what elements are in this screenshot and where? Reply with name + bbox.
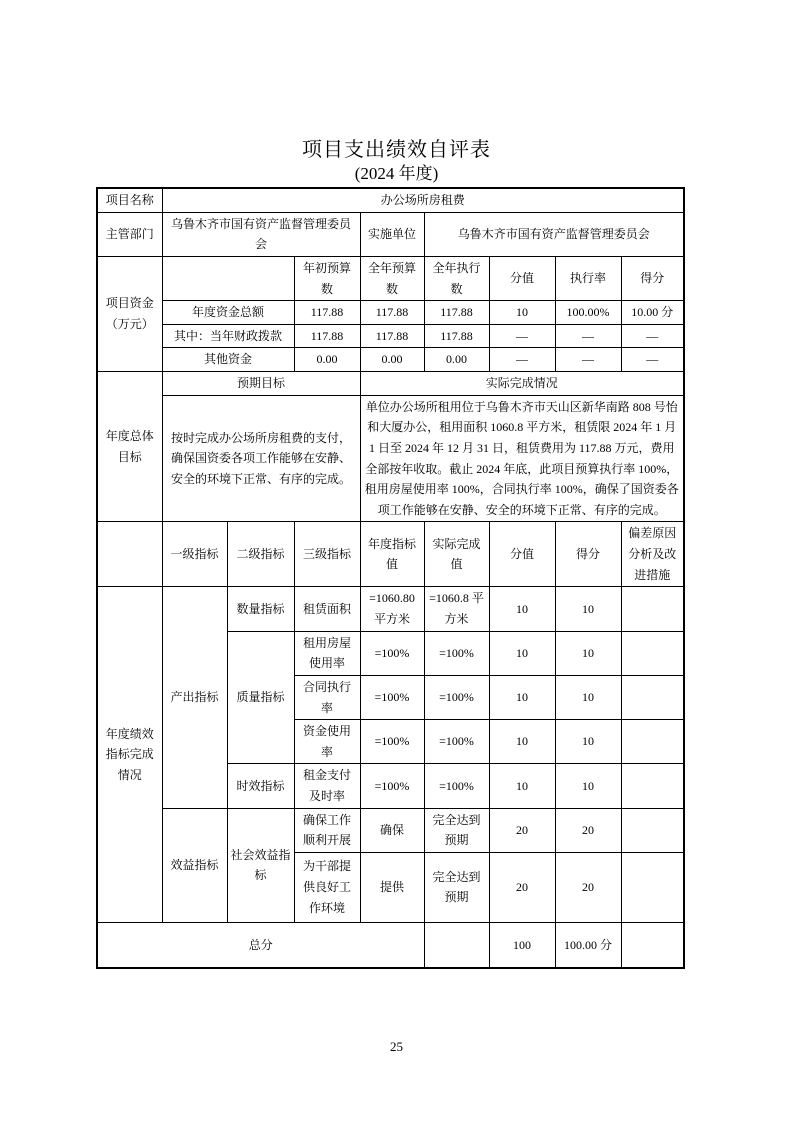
indicator-got: 10 (555, 675, 621, 719)
page-number: 25 (390, 1039, 403, 1054)
indicator-deviation (621, 852, 684, 922)
total-score: 100 (489, 922, 555, 968)
funding-cell: 117.88 (424, 301, 489, 325)
indicator-target: =100% (360, 675, 424, 719)
indicator-actual: =100% (424, 631, 489, 675)
indicator-deviation (621, 675, 684, 719)
indicator-got: 10 (555, 720, 621, 764)
indicator-score: 10 (489, 587, 555, 631)
indicator-deviation (621, 764, 684, 808)
document-subtitle: (2024 年度) (354, 164, 439, 183)
indicator-header-level1: 一级指标 (162, 522, 227, 587)
indicator-header-level2: 二级指标 (227, 522, 294, 587)
goal-expected-text: 按时完成办公场所房租费的支付，确保国资委各项工作能够在安静、安全的环境下正常、有序的完成。 (162, 395, 360, 522)
indicator-l3: 为干部提供良好工作环境 (294, 852, 360, 922)
funding-cell: 100.00% (555, 301, 621, 325)
indicator-score: 10 (489, 720, 555, 764)
funding-header-year-budget: 全年预算数 (360, 256, 424, 300)
indicator-target: =1060.80 平方米 (360, 587, 424, 631)
row-indicator (97, 808, 684, 852)
indicator-score: 20 (489, 852, 555, 922)
total-deviation-empty-cell (621, 922, 684, 968)
indicators-section-label: 年度绩效指标完成情况 (97, 587, 162, 923)
funding-header-execution-rate: 执行率 (555, 256, 621, 300)
indicator-got: 10 (555, 587, 621, 631)
indicator-score: 10 (489, 764, 555, 808)
row-departments (97, 212, 684, 256)
funding-cell: 0.00 (294, 348, 360, 372)
indicator-actual: =100% (424, 675, 489, 719)
indicator-got: 10 (555, 764, 621, 808)
row-funding-total (97, 301, 684, 325)
row-total (97, 922, 684, 968)
row-goal-header (97, 372, 684, 396)
row-indicator (97, 587, 684, 631)
indicator-l2-quality: 质量指标 (227, 631, 294, 764)
indicator-target: 提供 (360, 852, 424, 922)
indicator-target: =100% (360, 631, 424, 675)
indicator-header-got: 得分 (555, 522, 621, 587)
indicator-got: 10 (555, 631, 621, 675)
indicator-deviation (621, 808, 684, 852)
indicator-l3: 确保工作顺利开展 (294, 808, 360, 852)
indicator-l3: 租赁面积 (294, 587, 360, 631)
document-title: 项目支出绩效自评表 (302, 139, 491, 161)
indicator-actual: 完全达到预期 (424, 852, 489, 922)
impl-value: 乌鲁木齐市国有资产监督管理委员会 (424, 212, 684, 256)
indicator-deviation (621, 720, 684, 764)
indicator-l1-output: 产出指标 (162, 587, 227, 808)
indicator-score: 20 (489, 808, 555, 852)
indicator-actual: =100% (424, 720, 489, 764)
funding-row-label: 年度资金总额 (162, 301, 294, 325)
funding-cell: — (555, 348, 621, 372)
project-name-value: 办公场所房租费 (162, 188, 684, 212)
indicator-l2-timeliness: 时效指标 (227, 764, 294, 808)
funding-header-score-value: 分值 (489, 256, 555, 300)
indicator-score: 10 (489, 631, 555, 675)
indicator-actual: =1060.8 平方米 (424, 587, 489, 631)
impl-label: 实施单位 (360, 212, 424, 256)
funding-cell: 0.00 (424, 348, 489, 372)
funding-cell: — (621, 348, 684, 372)
indicator-header-level3: 三级指标 (294, 522, 360, 587)
funding-cell: — (489, 324, 555, 348)
indicator-deviation (621, 587, 684, 631)
indicator-l3: 资金使用率 (294, 720, 360, 764)
indicator-actual: 完全达到预期 (424, 808, 489, 852)
indicator-target: =100% (360, 764, 424, 808)
indicator-l2-quantity: 数量指标 (227, 587, 294, 631)
self-evaluation-table (96, 187, 685, 969)
project-name-label: 项目名称 (97, 188, 162, 212)
indicator-l2-social-benefit: 社会效益指标 (227, 808, 294, 922)
funding-cell: — (555, 324, 621, 348)
indicator-header-score: 分值 (489, 522, 555, 587)
goal-expected-header: 预期目标 (162, 372, 360, 396)
funding-cell: — (621, 324, 684, 348)
indicator-target: 确保 (360, 808, 424, 852)
funding-header-year-executed: 全年执行数 (424, 256, 489, 300)
indicator-score: 10 (489, 675, 555, 719)
funding-cell: 0.00 (360, 348, 424, 372)
indicator-l3: 租用房屋使用率 (294, 631, 360, 675)
goal-actual-header: 实际完成情况 (360, 372, 684, 396)
indicator-header-target: 年度指标值 (360, 522, 424, 587)
annual-goal-label: 年度总体目标 (97, 372, 162, 522)
funding-cell: 117.88 (294, 324, 360, 348)
dept-value: 乌鲁木齐市国有资产监督管理委员会 (162, 212, 360, 256)
indicator-header-deviation: 偏差原因分析及改进措施 (621, 522, 684, 587)
funding-row-label: 其中：当年财政拨款 (162, 324, 294, 348)
funding-header-initial-budget: 年初预算数 (294, 256, 360, 300)
funding-row-label: 其他资金 (162, 348, 294, 372)
total-result: 100.00 分 (555, 922, 621, 968)
funding-cell: 117.88 (360, 301, 424, 325)
indicator-l3: 租金支付及时率 (294, 764, 360, 808)
indicator-got: 20 (555, 852, 621, 922)
funding-cell: 10.00 分 (621, 301, 684, 325)
indicator-target: =100% (360, 720, 424, 764)
indicator-l3: 合同执行率 (294, 675, 360, 719)
row-funding-fiscal (97, 324, 684, 348)
indicator-l1-benefit: 效益指标 (162, 808, 227, 922)
funding-cell: — (489, 348, 555, 372)
row-indicator-header (97, 522, 684, 587)
indicators-header-empty-cell (97, 522, 162, 587)
indicator-got: 20 (555, 808, 621, 852)
funding-cell: 117.88 (294, 301, 360, 325)
row-goal-body (97, 395, 684, 522)
indicator-actual: =100% (424, 764, 489, 808)
funding-cell: 10 (489, 301, 555, 325)
indicator-deviation (621, 631, 684, 675)
goal-actual-text: 单位办公场所租用位于乌鲁木齐市天山区新华南路 808 号怡和大厦办公，租用面积 1060.8 平方米，租赁限 2024 年 1 月 1 日至 2024 年 12 月 31 日，租赁费用为 117.88 万元，费用全部按年收取。截止 2024 年底，此项目预算执行率 100%，租用房屋使用率 100%，合同执行率 100%，确保了国资委各项工作能够在安静、安全的环境下正常、有序的完成。 (360, 395, 684, 522)
funding-cell: 117.88 (424, 324, 489, 348)
row-funding-header (97, 256, 684, 300)
total-empty-cell (424, 922, 489, 968)
row-project-name (97, 188, 684, 212)
funding-header-empty-cell (162, 256, 294, 300)
funding-cell: 117.88 (360, 324, 424, 348)
row-funding-other (97, 348, 684, 372)
dept-label: 主管部门 (97, 212, 162, 256)
funding-section-label: 项目资金（万元） (97, 256, 162, 371)
funding-header-score-got: 得分 (621, 256, 684, 300)
indicator-header-actual: 实际完成值 (424, 522, 489, 587)
total-label: 总分 (97, 922, 424, 968)
